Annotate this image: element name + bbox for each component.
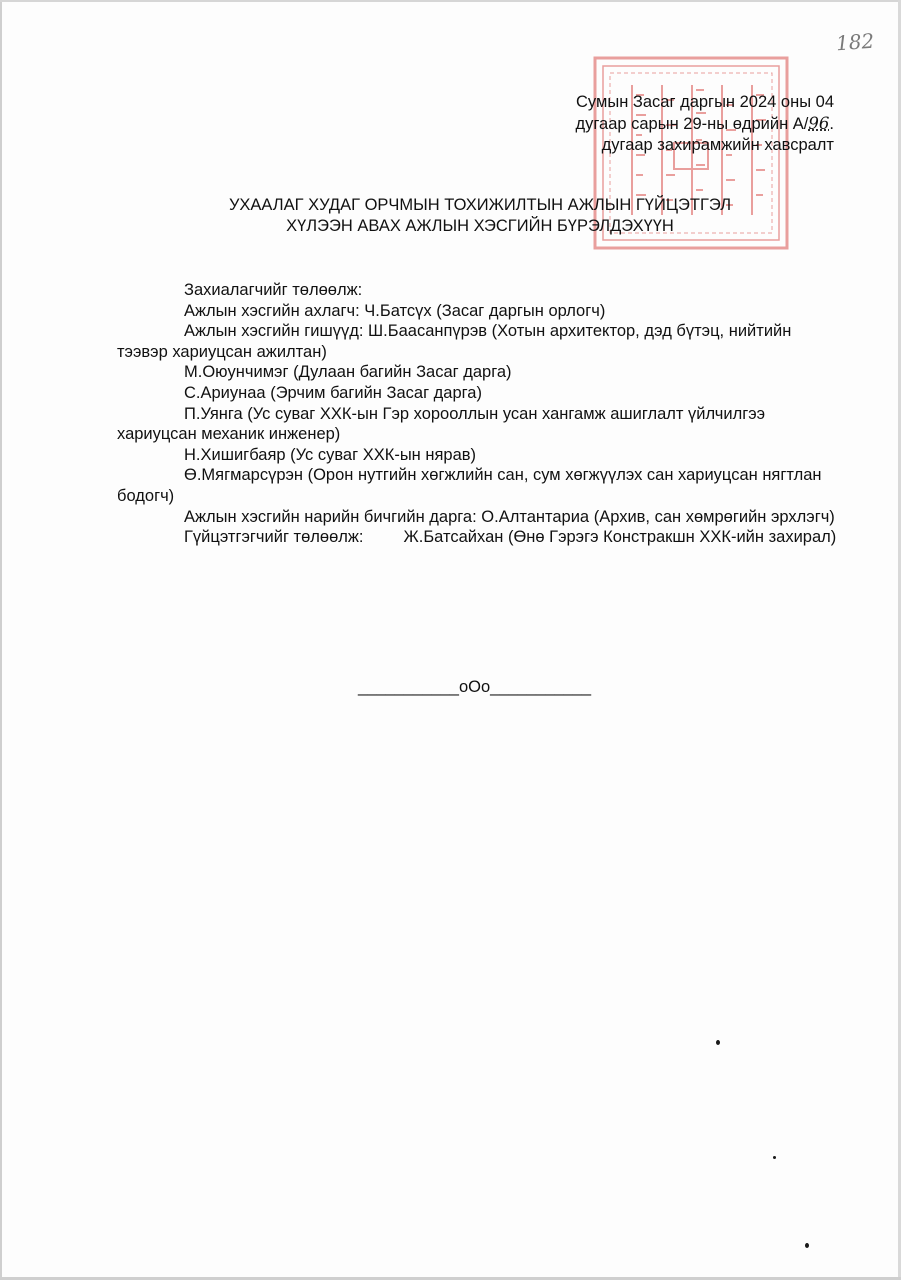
client-heading: Захиалагчийг төлөөлж: <box>184 281 363 299</box>
end-mark: ___________оОо___________ <box>358 678 592 696</box>
contractor-label: Гүйцэтгэгчийг төлөөлж: <box>184 528 364 547</box>
document-title <box>120 195 840 237</box>
annex-line-2: дугаар сарын 29-ны өдрийн А/96. <box>575 114 834 133</box>
member-khishigbayar: Н.Хишигбаяр (Ус суваг ХХК-ын нярав) <box>184 445 477 464</box>
title-line-2: ХҮЛЭЭН АВАХ АЖЛЫН ХЭСГИЙН БҮРЭЛДЭХҮҮН <box>286 217 674 235</box>
member-ariunaa: С.Ариунаа (Эрчим багийн Засаг дарга) <box>184 383 482 402</box>
page-edge-top <box>0 0 901 2</box>
members-list <box>117 280 837 548</box>
scan-speck <box>773 1156 776 1159</box>
scan-speck <box>805 1243 809 1248</box>
contractor-value: Ж.Батсайхан (Өнө Гэрэгэ Констракшн ХХК-ийн захирал) <box>403 528 837 547</box>
working-group-leader: Ажлын хэсгийн ахлагч: Ч.Батсүх (Засаг даргын орлогч) <box>184 301 606 320</box>
handwritten-page-number: 182 <box>835 28 875 56</box>
member-oyunchimeg: М.Оюунчимэг (Дулаан багийн Засаг дарга) <box>184 363 512 382</box>
annex-line-3: дугаар захирамжийн хавсралт <box>601 136 834 154</box>
page-edge-left <box>0 0 2 1280</box>
annex-line-1: Сумын Засаг даргын 2024 оны 04 <box>576 93 834 111</box>
member-myagmarsuren: Ө.Мягмарсүрэн (Орон нутгийн хөгжлийн сан, сум хөгжүүлэх сан хариуцсан нягтлан бодогч) <box>117 466 822 505</box>
handwritten-order-number: 96 <box>808 114 830 133</box>
scan-speck <box>716 1040 720 1045</box>
member-baasanpurev: Ажлын хэсгийн гишүүд: Ш.Баасанпүрэв (Хотын архитектор, дэд бүтэц, нийтийн тээвэр хариуцсан ажилтан) <box>117 322 792 361</box>
title-line-1: УХААЛАГ ХУДАГ ОРЧМЫН ТОХИЖИЛТЫН АЖЛЫН ГҮЙЦЭТГЭЛ <box>228 196 732 214</box>
member-uyanga: П.Уянга (Ус суваг ХХК-ын Гэр хорооллын усан хангамж ашиглалт үйлчилгээ хариуцсан механик инженер) <box>117 404 766 444</box>
annex-line-2-text: дугаар сарын 29-ны өдрийн А/ <box>575 115 809 133</box>
working-group-secretary: Ажлын хэсгийн нарийн бичгийн дарга: О.Алтантариа (Архив, сан хөмрөгийн эрхлэгч) <box>184 507 835 526</box>
contractor-representative <box>117 527 837 548</box>
annex-header <box>575 92 834 156</box>
